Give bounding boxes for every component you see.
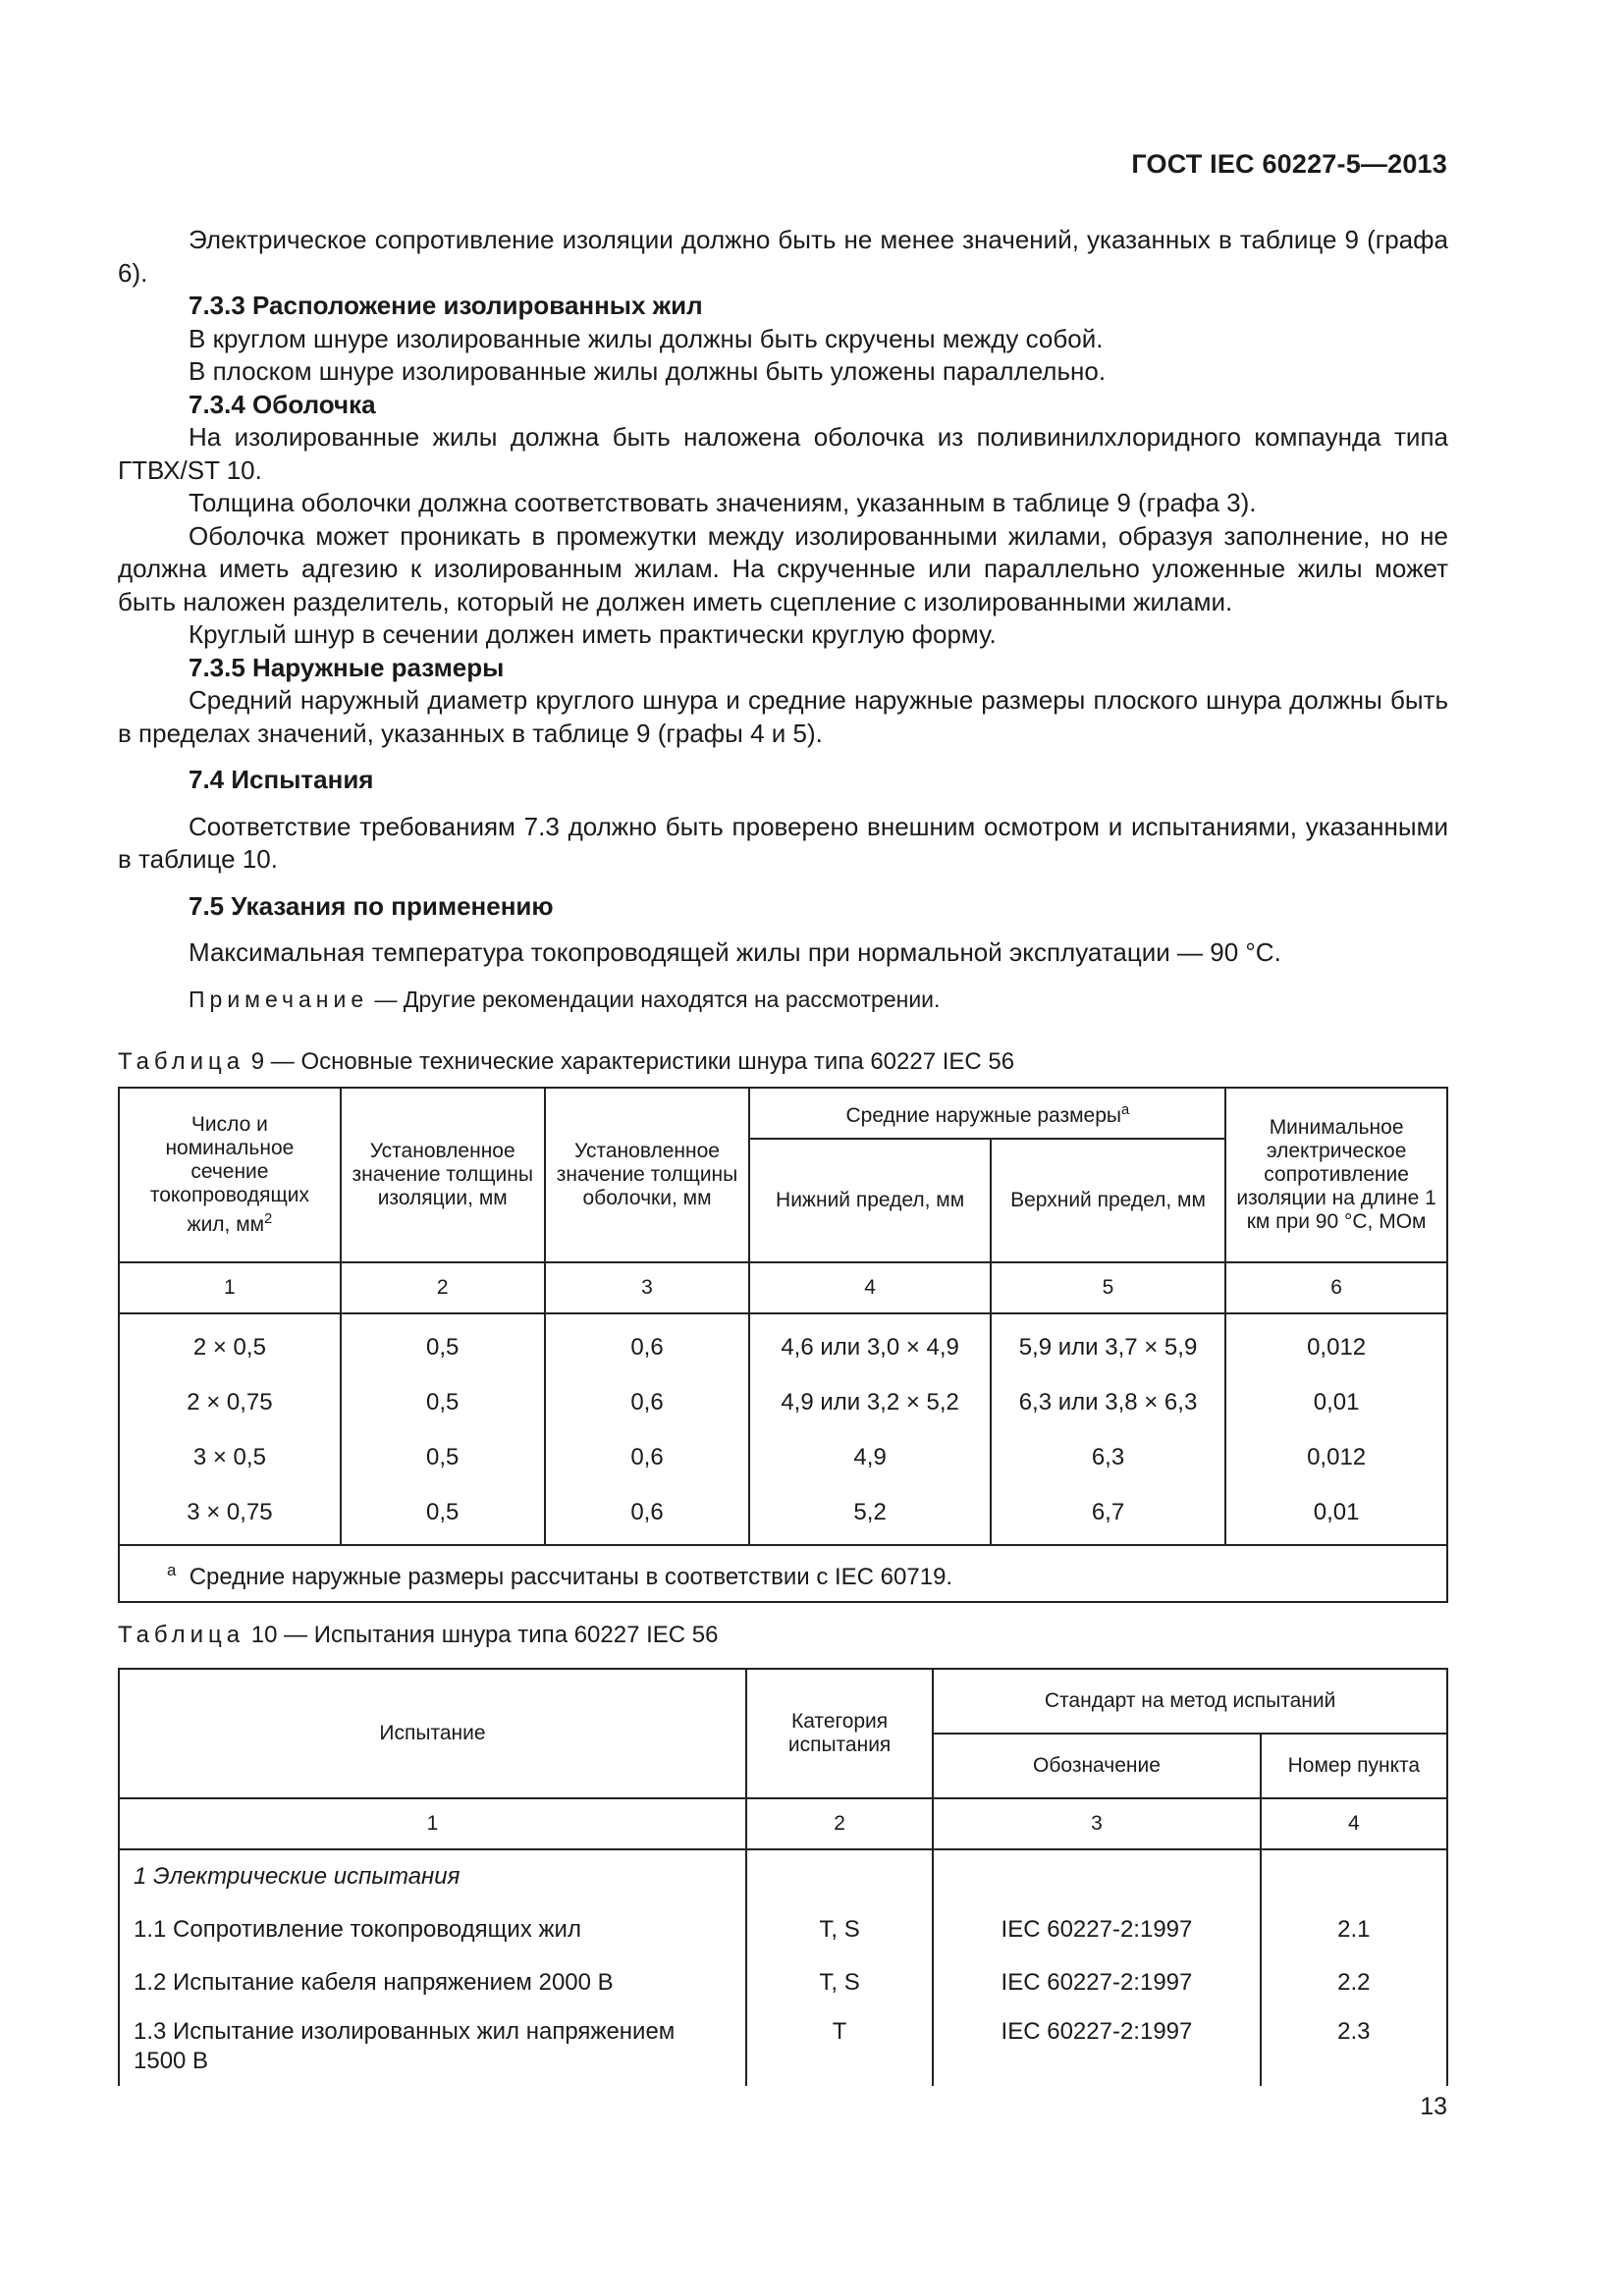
section-heading-7-3-5: 7.3.5 Наружные размеры xyxy=(189,652,505,682)
footnote-text: Средние наружные размеры рассчитаны в соответствии с IEC 60719. xyxy=(189,1563,953,1590)
table-cell: IEC 60227-2:1997 xyxy=(933,1903,1260,1956)
table-cell: 5,9 или 3,7 × 5,9 xyxy=(991,1313,1225,1375)
table-cell: 0,5 xyxy=(341,1430,545,1485)
table-9-caption-text: 9 — Основные технические характеристики шнура типа 60227 IEC 56 xyxy=(244,1048,1015,1075)
table-cell: 2.2 xyxy=(1261,1956,1447,2009)
table-cell: 0,01 xyxy=(1225,1375,1447,1430)
table-cell: 0,6 xyxy=(545,1430,750,1485)
table-cell: T xyxy=(746,2009,933,2086)
table-cell: 1.1 Сопротивление токопроводящих жил xyxy=(119,1903,746,1956)
column-number: 1 xyxy=(119,1262,341,1313)
note-text: — Другие рекомендации находятся на рассмотрении. xyxy=(368,986,941,1012)
table-cell xyxy=(746,1849,933,1903)
column-number: 3 xyxy=(545,1262,750,1313)
table-cell xyxy=(933,1849,1260,1903)
table-cell: 0,01 xyxy=(1225,1485,1447,1545)
table-9-header-col4: Нижний предел, мм xyxy=(749,1139,990,1262)
paragraph: Толщина оболочки должна соответствовать значениям, указанным в таблице 9 (графа 3). xyxy=(189,488,1257,517)
table-10-header-designation: Обозначение xyxy=(933,1734,1260,1798)
paragraph: В плоском шнуре изолированные жилы должны быть уложены параллельно. xyxy=(189,356,1107,386)
table-9-caption xyxy=(118,1045,1448,1079)
column-number: 2 xyxy=(341,1262,545,1313)
table-cell: 5,2 xyxy=(749,1485,990,1545)
table-cell: 1.3 Испытание изолированных жил напряжением 1500 В xyxy=(119,2009,746,2086)
table-9-header-col5: Верхний предел, мм xyxy=(991,1139,1225,1262)
column-number: 4 xyxy=(749,1262,990,1313)
table-9-footnote-row xyxy=(119,1545,1447,1603)
footnote-mark: a xyxy=(167,1560,177,1579)
table-row xyxy=(119,2009,1447,2086)
table-9-header-outer-dims-text: Средние наружные размеры xyxy=(845,1103,1121,1127)
table-9-header-col2: Установленное значение толщины изоляции, мм xyxy=(341,1088,545,1262)
table-cell: 0,6 xyxy=(545,1485,750,1545)
table-cell: 3 × 0,75 xyxy=(119,1485,341,1545)
table-row xyxy=(119,1375,1447,1430)
table-cell: 0,6 xyxy=(545,1375,750,1430)
column-number: 3 xyxy=(933,1798,1260,1849)
footnote-mark: a xyxy=(1120,1101,1130,1118)
table-cell: 0,012 xyxy=(1225,1430,1447,1485)
table-10-header-standard: Стандарт на метод испытаний xyxy=(933,1669,1447,1734)
table-10-header-category: Категория испытания xyxy=(746,1669,933,1798)
table-row xyxy=(119,1430,1447,1485)
table-cell: 1.2 Испытание кабеля напряжением 2000 В xyxy=(119,1956,746,2009)
table-9-header-col1 xyxy=(119,1088,341,1262)
table-cell xyxy=(1261,1849,1447,1903)
column-number: 5 xyxy=(991,1262,1225,1313)
table-row xyxy=(119,1485,1447,1545)
section-heading-7-3-3: 7.3.3 Расположение изолированных жил xyxy=(189,291,703,320)
table-cell: IEC 60227-2:1997 xyxy=(933,2009,1260,2086)
table-9-caption-label: Таблица xyxy=(118,1048,245,1075)
table-10-caption-text: 10 — Испытания шнура типа 60227 IEC 56 xyxy=(244,1622,719,1648)
table-10-caption-label: Таблица xyxy=(118,1622,245,1648)
table-10-header-test: Испытание xyxy=(119,1669,746,1798)
column-number: 2 xyxy=(746,1798,933,1849)
table-cell: 3 × 0,5 xyxy=(119,1430,341,1485)
table-9-column-numbers xyxy=(119,1262,1447,1313)
table-cell: 0,5 xyxy=(341,1375,545,1430)
note-label: Примечание xyxy=(189,986,369,1012)
section-heading-7-3-4: 7.3.4 Оболочка xyxy=(189,389,376,419)
table-10-column-numbers xyxy=(119,1798,1447,1849)
table-cell: 2 × 0,75 xyxy=(119,1375,341,1430)
table-cell: 4,9 xyxy=(749,1430,990,1485)
table-cell: 4,6 или 3,0 × 4,9 xyxy=(749,1313,990,1375)
table-cell: 0,6 xyxy=(545,1313,750,1375)
table-cell: 2.3 xyxy=(1261,2009,1447,2086)
table-cell: T, S xyxy=(746,1903,933,1956)
table-cell: 6,3 xyxy=(991,1430,1225,1485)
table-9-header-col1-text: Число и номинальное сечение токопроводящих жил, мм xyxy=(149,1112,309,1236)
table-cell: 6,3 или 3,8 × 6,3 xyxy=(991,1375,1225,1430)
table-row xyxy=(119,1903,1447,1956)
table-10 xyxy=(118,1668,1448,2086)
section-heading-7-4: 7.4 Испытания xyxy=(189,765,374,794)
table-cell: 2.1 xyxy=(1261,1903,1447,1956)
section-heading-7-5: 7.5 Указания по применению xyxy=(189,890,554,921)
table-cell: 4,9 или 3,2 × 5,2 xyxy=(749,1375,990,1430)
paragraph: На изолированные жилы должна быть наложена оболочка из поливинилхлоридного компаунда типа ГТВХ/ST 10. xyxy=(118,422,1448,485)
table-cell: T, S xyxy=(746,1956,933,2009)
note xyxy=(118,984,1448,1017)
paragraph: Электрическое сопротивление изоляции должно быть не менее значений, указанных в таблице 9 (графа 6). xyxy=(118,225,1448,288)
table-row xyxy=(119,1956,1447,2009)
paragraph: В круглом шнуре изолированные жилы должны быть скручены между собой. xyxy=(189,323,1104,353)
table-group-label: 1 Электрические испытания xyxy=(119,1849,746,1903)
table-cell: IEC 60227-2:1997 xyxy=(933,1956,1260,2009)
document-code: ГОСТ IEC 60227-5—2013 xyxy=(1131,149,1447,179)
table-group-row xyxy=(119,1849,1447,1903)
table-10-header-clause: Номер пункта xyxy=(1261,1734,1447,1798)
paragraph: Круглый шнур в сечении должен иметь практически круглую форму. xyxy=(189,619,997,649)
table-9-footnote xyxy=(119,1545,1447,1603)
column-number: 4 xyxy=(1261,1798,1447,1849)
table-cell: 6,7 xyxy=(991,1485,1225,1545)
page-number: 13 xyxy=(1420,2093,1447,2120)
table-cell: 0,012 xyxy=(1225,1313,1447,1375)
table-9-header-outer-dims xyxy=(749,1088,1225,1139)
superscript: 2 xyxy=(264,1210,273,1227)
table-cell: 0,5 xyxy=(341,1485,545,1545)
paragraph: Соответствие требованиям 7.3 должно быть проверено внешним осмотром и испытаниями, указанными в таблице 10. xyxy=(118,811,1448,874)
table-cell: 2 × 0,5 xyxy=(119,1313,341,1375)
page-content xyxy=(118,224,1448,2086)
paragraph: Оболочка может проникать в промежутки между изолированными жилами, образуя заполнение, но не должна иметь адгезию к изолированным жилам. На скрученные или параллельно уложенные жилы может быть наложен разделитель, который не должен иметь сцепление с изолированными жилами. xyxy=(118,520,1448,616)
table-9-header-col6: Минимальное электрическое сопротивление изоляции на длине 1 км при 90 °С, МОм xyxy=(1225,1088,1447,1262)
table-10-caption xyxy=(118,1619,1448,1652)
paragraph: Средний наружный диаметр круглого шнура и средние наружные размеры плоского шнура должны быть в пределах значений, указанных в таблице 9 (графы 4 и 5). xyxy=(118,685,1448,748)
table-row xyxy=(119,1313,1447,1375)
table-9 xyxy=(118,1087,1448,1604)
paragraph: Максимальная температура токопроводящей жилы при нормальной эксплуатации — 90 °С. xyxy=(189,937,1281,967)
table-cell: 0,5 xyxy=(341,1313,545,1375)
column-number: 1 xyxy=(119,1798,746,1849)
table-9-header-col3: Установленное значение толщины оболочки, мм xyxy=(545,1088,750,1262)
column-number: 6 xyxy=(1225,1262,1447,1313)
